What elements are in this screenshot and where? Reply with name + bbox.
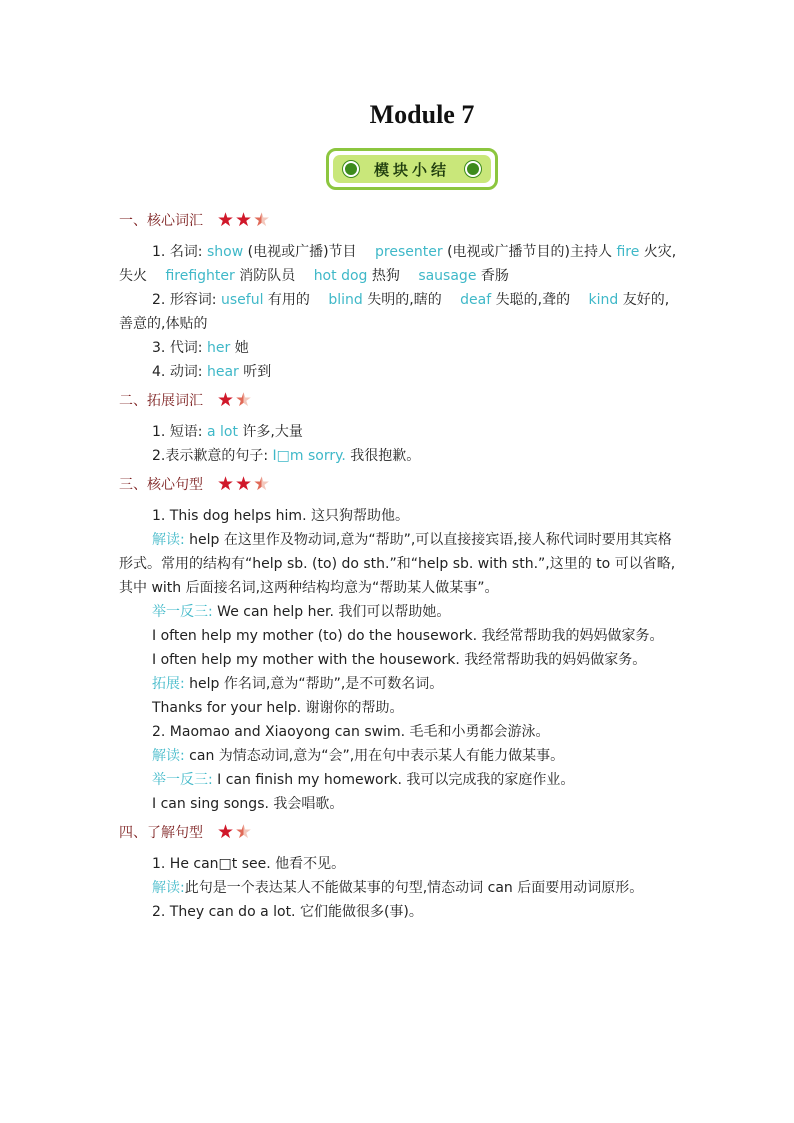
summary-content <box>119 208 679 924</box>
half-star-icon: ★ <box>235 388 253 411</box>
section-heading-core-sentences: 三、核心句型 ★ ★ ★ <box>119 472 271 495</box>
vocab-verbs: 4. 动词: hear 听到 <box>152 364 272 380</box>
rating-stars <box>217 820 253 843</box>
badge-label: 模块小结 <box>373 160 450 179</box>
page-title: Module 7 <box>369 100 475 129</box>
star-icon: ★ <box>235 208 253 231</box>
module-summary-badge <box>326 148 498 190</box>
example-3: I often help my mother with the housework. 我经常帮助我的妈妈做家务。 <box>152 652 647 668</box>
example-1: 举一反三: We can help her. 我们可以帮助她。 <box>152 604 451 620</box>
half-star-icon: ★ <box>235 820 253 843</box>
star-icon: ★ <box>235 472 253 495</box>
example-4: Thanks for your help. 谢谢你的帮助。 <box>152 700 404 716</box>
sentence-4: 2. They can do a lot. 它们能做很多(事)。 <box>152 904 423 920</box>
section-heading-core-vocab: 一、核心词汇 ★ ★ ★ <box>119 208 271 231</box>
sentence-1: 1. This dog helps him. 这只狗帮助他。 <box>152 508 409 524</box>
section-heading-extended-vocab: 二、拓展词汇 ★ ★ <box>119 388 253 411</box>
explanation-3: 解读:此句是一个表达某人不能做某事的句型,情态动词 can 后面要用动词原形。 <box>152 880 644 896</box>
half-star-icon: ★ <box>253 472 271 495</box>
extension-note: 拓展: help 作名词,意为“帮助”,是不可数名词。 <box>152 676 444 692</box>
explanation-2: 解读: can 为情态动词,意为“会”,用在句中表示某人有能力做某事。 <box>152 748 565 764</box>
half-star-icon: ★ <box>253 208 271 231</box>
vocab-nouns: 1. 名词: show (电视或广播)节目 presenter (电视或广播节目的)主持人 fire 火灾,失火 firefighter 消防队员 hot dog 热狗 sausage 香肠 <box>119 244 677 284</box>
section-heading-understand-sentences: 四、了解句型 ★ ★ <box>119 820 253 843</box>
example-2: I often help my mother (to) do the housework. 我经常帮助我的妈妈做家务。 <box>152 628 664 644</box>
extended-phrases: 1. 短语: a lot 许多,大量 <box>152 424 303 440</box>
vocab-pronouns: 3. 代词: her 她 <box>152 340 249 356</box>
rating-stars <box>217 472 271 495</box>
green-dot-icon <box>343 161 359 177</box>
star-icon: ★ <box>217 208 235 231</box>
example-6: I can sing songs. 我会唱歌。 <box>152 796 344 812</box>
sentence-2: 2. Maomao and Xiaoyong can swim. 毛毛和小勇都会游泳。 <box>152 724 550 740</box>
star-icon: ★ <box>217 388 235 411</box>
vocab-adjectives: 2. 形容词: useful 有用的 blind 失明的,瞎的 deaf 失聪的,聋的 kind 友好的,善意的,体贴的 <box>119 292 670 332</box>
explanation-1: 解读: help 在这里作及物动词,意为“帮助”,可以直接接宾语,接人称代词时要用其宾格形式。常用的结构有“help sb. (to) do sth.”和“help sb. with sth.”,这里的 to 可以省略,其中 with 后面接名词,这两种结构均意为“帮助某人做某事”。 <box>119 532 676 596</box>
extended-apology: 2.表示歉意的句子: I□m sorry. 我很抱歉。 <box>152 448 421 464</box>
example-5: 举一反三: I can finish my homework. 我可以完成我的家庭作业。 <box>152 772 575 788</box>
rating-stars <box>217 208 271 231</box>
sentence-3: 1. He can□t see. 他看不见。 <box>152 856 346 872</box>
rating-stars <box>217 388 253 411</box>
star-icon: ★ <box>217 820 235 843</box>
star-icon: ★ <box>217 472 235 495</box>
green-dot-icon <box>465 161 481 177</box>
